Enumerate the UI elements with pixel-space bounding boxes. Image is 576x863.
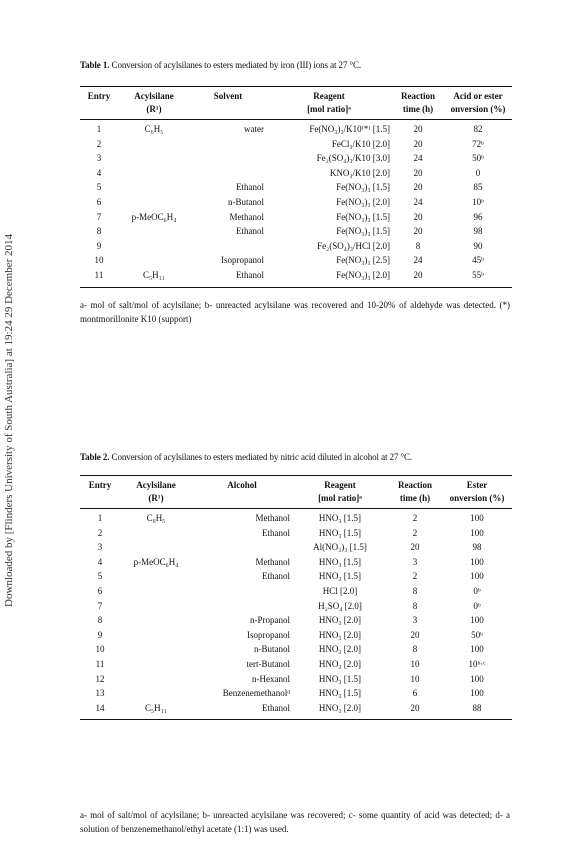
- table-row: [80, 642, 512, 657]
- table-cell: 6: [412, 688, 418, 699]
- table-cell: Methanol: [229, 211, 264, 222]
- table-cell: Al(NO₃)₃ [1.5]: [313, 542, 367, 553]
- table-cell: n-Hexanol: [252, 673, 290, 684]
- table-cell: [118, 195, 190, 210]
- table-row: [80, 613, 512, 628]
- table1-header: onversion (%): [450, 104, 506, 114]
- table-cell: 88: [472, 702, 482, 713]
- table1-header: Solvent: [213, 91, 243, 101]
- table2-header-row-2: [80, 492, 512, 509]
- table-cell: HNO₃ [1.5]: [318, 571, 362, 582]
- table-cell: p-MeOC₆H₄: [133, 556, 179, 567]
- table1-footnote: a- mol of salt/mol of acylsilane; b- unreacted acylsilane was recovered and 10-20% of aldehyde was detected. (*) montmorillonite K10 (support): [80, 300, 510, 324]
- table1-header: Reagent: [313, 91, 345, 101]
- table-cell: 50ᵇ: [472, 153, 484, 164]
- table2-footnote: a- mol of salt/mol of acylsilane; b- unreacted acylsilane was recovered; c- some quantity of acid was detected; d- a solution of benzenemethanol/ethyl acetate (1:1) was used.: [80, 810, 510, 834]
- table-cell: 9: [97, 629, 103, 640]
- table-cell: 8: [412, 644, 418, 655]
- table2-header: Entry: [88, 480, 112, 490]
- table-cell: 96: [473, 211, 483, 222]
- table-cell: 4: [97, 556, 103, 567]
- table-cell: [190, 166, 266, 181]
- table-cell: HNO₃ [2.0]: [318, 629, 362, 640]
- table-cell: 11: [95, 658, 105, 669]
- table2: [80, 475, 512, 720]
- table-cell: 50ᵇ: [471, 629, 483, 640]
- table-cell: tert-Butanol: [246, 658, 290, 669]
- table-cell: [120, 686, 192, 701]
- table-cell: 1: [96, 124, 102, 134]
- table2-header: Acylsilane: [136, 480, 176, 490]
- table-row: [80, 180, 512, 195]
- table-row: [80, 599, 512, 614]
- table-cell: C₅H₁₁: [143, 269, 165, 280]
- table-cell: 3: [412, 556, 418, 567]
- table-cell: 7: [97, 600, 103, 611]
- table-cell: KNO₃/K10 [2.0]: [329, 167, 390, 178]
- table-cell: Ethanol: [262, 527, 290, 538]
- table-cell: 100: [470, 688, 484, 699]
- table-cell: Benzenemethanolᵈ: [222, 688, 290, 699]
- table1-header: Reaction: [401, 91, 435, 101]
- table-cell: 0: [475, 167, 481, 178]
- table2-header: [mol ratio]ᵃ: [318, 493, 362, 503]
- table2-header: Reagent: [324, 480, 356, 490]
- table-cell: 20: [413, 226, 423, 237]
- table-row: [80, 701, 512, 720]
- table1-header: Entry: [87, 91, 111, 101]
- table-cell: [192, 584, 292, 599]
- table-cell: [190, 239, 266, 254]
- table2-header: [80, 492, 120, 509]
- table-cell: [120, 540, 192, 555]
- table-cell: 6: [97, 585, 103, 596]
- table-cell: HNO₃ [1.5]: [318, 513, 362, 523]
- table-cell: 7: [96, 211, 102, 222]
- table-cell: [120, 526, 192, 541]
- table-row: [80, 224, 512, 239]
- table-cell: [118, 151, 190, 166]
- table-cell: 1: [97, 513, 103, 523]
- download-watermark: Downloaded by [Flinders University of South Australia] at 19:24 29 December 2014: [3, 233, 15, 607]
- table-cell: 2: [412, 571, 418, 582]
- table-cell: 2: [97, 527, 103, 538]
- table-cell: 85: [473, 182, 483, 193]
- table1-header-row-1: [80, 87, 512, 104]
- table-cell: 24: [413, 255, 423, 266]
- table-cell: Fe(NO₃)₃/K10⁽*⁾ [1.5]: [309, 124, 390, 134]
- table-cell: 82: [473, 124, 483, 134]
- table-cell: [120, 642, 192, 657]
- table2-header: Ester: [466, 480, 488, 490]
- table-cell: 0ᵇ: [473, 585, 481, 596]
- table-cell: 13: [95, 688, 105, 699]
- table-cell: Ethanol: [262, 702, 290, 713]
- table-row: [80, 555, 512, 570]
- table-cell: Fe₂(SO₄)₃/HCl [2.0]: [317, 240, 390, 251]
- table-row: [80, 166, 512, 181]
- table-cell: [192, 599, 292, 614]
- table-cell: 5: [96, 182, 102, 193]
- table1-header: Acylsilane: [134, 91, 174, 101]
- table-cell: [120, 628, 192, 643]
- table-cell: 9: [96, 240, 102, 251]
- table1-header: time (h): [402, 104, 434, 114]
- table-cell: 20: [410, 542, 420, 553]
- table-row: [80, 686, 512, 701]
- table-cell: Ethanol: [236, 226, 264, 237]
- table-cell: Fe(NO₃)₃ [2.5]: [336, 255, 390, 266]
- table1-header: [190, 103, 266, 120]
- table-cell: 24: [413, 196, 423, 207]
- table-row: [80, 657, 512, 672]
- table-cell: 8: [412, 600, 418, 611]
- table-cell: Fe(NO₃)₃ [1.5]: [336, 182, 390, 193]
- table1-body: [80, 120, 512, 288]
- table-cell: [120, 672, 192, 687]
- table-cell: 100: [470, 556, 484, 567]
- table-cell: 24: [413, 153, 423, 164]
- table-cell: 6: [96, 196, 102, 207]
- table-cell: [120, 613, 192, 628]
- table-cell: 100: [470, 673, 484, 684]
- table2-body: [80, 509, 512, 720]
- table-cell: 100: [470, 644, 484, 655]
- table-cell: [192, 540, 292, 555]
- table2-header: [192, 492, 292, 509]
- table-row: [80, 569, 512, 584]
- table-cell: 8: [97, 615, 103, 626]
- table-cell: 98: [473, 226, 483, 237]
- table-cell: 100: [470, 513, 484, 523]
- table-row: [80, 540, 512, 555]
- table-cell: Methanol: [255, 513, 290, 523]
- table-cell: 100: [470, 527, 484, 538]
- table-cell: n-Butanol: [254, 644, 290, 655]
- table-row: [80, 628, 512, 643]
- table2-header: Alcohol: [227, 480, 257, 490]
- table1: [80, 86, 512, 288]
- table1-caption: [80, 60, 361, 70]
- table-cell: C₅H₁₁: [145, 702, 167, 713]
- table-cell: [118, 137, 190, 152]
- table-cell: H₂SO₄ [2.0]: [318, 600, 362, 611]
- table2-header: onversion (%): [449, 493, 505, 503]
- table1-header: Acid or ester: [453, 91, 503, 101]
- table-cell: 14: [95, 702, 105, 713]
- table-cell: [120, 599, 192, 614]
- table-cell: n-Propanol: [250, 615, 290, 626]
- table2-header: (R¹): [148, 493, 164, 503]
- table-cell: 20: [413, 211, 423, 222]
- table-cell: 10: [95, 644, 105, 655]
- table-cell: p-MeOC₆H₄: [131, 211, 177, 222]
- table-cell: 2: [412, 513, 418, 523]
- table-cell: 90: [473, 240, 483, 251]
- table-row: [80, 584, 512, 599]
- table-cell: HNO₃ [2.0]: [318, 615, 362, 626]
- table-cell: HNO₃ [1.5]: [318, 556, 362, 567]
- table-row: [80, 509, 512, 526]
- table-cell: [120, 584, 192, 599]
- table-cell: 10: [410, 658, 420, 669]
- table-cell: 10ᵇ: [472, 196, 484, 207]
- table-cell: n-Butanol: [228, 196, 264, 207]
- table-cell: 4: [96, 167, 102, 178]
- table-cell: Fe(NO₃)₃ [2.0]: [336, 196, 390, 207]
- table-cell: 3: [97, 542, 103, 553]
- table-row: [80, 253, 512, 268]
- table-cell: [118, 239, 190, 254]
- table2-header: Reaction: [398, 480, 432, 490]
- table1-header: (R¹): [146, 104, 162, 114]
- table-cell: 10: [94, 255, 104, 266]
- table2-caption-label: Table 2.: [80, 452, 110, 462]
- table-cell: 0ᵇ: [473, 600, 481, 611]
- table-cell: 100: [470, 615, 484, 626]
- table-cell: 98: [472, 542, 482, 553]
- table-row: [80, 195, 512, 210]
- table1-header: [80, 103, 118, 120]
- table-cell: [120, 569, 192, 584]
- table1-caption-text: Conversion of acylsilanes to esters mediated by iron (III) ions at 27 °C.: [109, 60, 362, 70]
- table-cell: [190, 137, 266, 152]
- table-cell: 2: [412, 527, 418, 538]
- table-cell: Isopropanol: [247, 629, 290, 640]
- table-cell: 10ᵇ·ᶜ: [468, 658, 486, 669]
- table-cell: Methanol: [255, 556, 290, 567]
- table-cell: Fe(NO₃)₃ [2.0]: [336, 269, 390, 280]
- table-cell: 3: [412, 615, 418, 626]
- table-cell: Ethanol: [236, 269, 264, 280]
- table-cell: 8: [412, 585, 418, 596]
- table-cell: 12: [95, 673, 105, 684]
- table-row: [80, 239, 512, 254]
- table-cell: [118, 166, 190, 181]
- table-cell: 20: [410, 702, 420, 713]
- table-cell: 8: [96, 226, 102, 237]
- table1-header-row-2: [80, 103, 512, 120]
- table-cell: 10: [410, 673, 420, 684]
- table-cell: 5: [97, 571, 103, 582]
- table-cell: HNO₃ [2.0]: [318, 644, 362, 655]
- table-row: [80, 526, 512, 541]
- table-cell: [120, 657, 192, 672]
- table-cell: Isopropanol: [221, 255, 264, 266]
- table-cell: 11: [94, 269, 104, 280]
- table-cell: 100: [470, 571, 484, 582]
- table1-header: [mol ratio]ᵃ: [307, 104, 351, 114]
- table2-caption: [80, 452, 412, 462]
- table-cell: C₆H₅: [144, 124, 164, 134]
- table-cell: [190, 151, 266, 166]
- table-cell: 8: [415, 240, 421, 251]
- table-cell: C₆H₅: [146, 513, 166, 523]
- table-cell: 20: [410, 629, 420, 640]
- table-cell: 20: [413, 124, 423, 134]
- table-row: [80, 151, 512, 166]
- table-cell: HNO₃ [2.0]: [318, 658, 362, 669]
- table-cell: 55ᵇ: [472, 269, 484, 280]
- table-row: [80, 268, 512, 287]
- table1-caption-label: Table 1.: [80, 60, 110, 70]
- table-cell: 20: [413, 182, 423, 193]
- table-row: [80, 120, 512, 137]
- table-cell: 2: [96, 138, 102, 149]
- table-cell: HNO₃ [1.5]: [318, 688, 362, 699]
- table-cell: HNO₃ [1.5]: [318, 527, 362, 538]
- table-cell: 72ᵇ: [472, 138, 484, 149]
- table-cell: Ethanol: [236, 182, 264, 193]
- table-cell: water: [244, 124, 264, 134]
- table-cell: 3: [96, 153, 102, 164]
- table-cell: [118, 253, 190, 268]
- table-cell: 20: [413, 167, 423, 178]
- table-cell: FeCl₃/K10 [2.0]: [331, 138, 390, 149]
- table-cell: HCl [2.0]: [322, 585, 358, 596]
- table2-header: time (h): [399, 493, 431, 503]
- table-cell: HNO₃ [1.5]: [318, 673, 362, 684]
- table-cell: Fe(NO₃)₃ [1.5]: [336, 226, 390, 237]
- table-cell: 20: [413, 269, 423, 280]
- table-cell: [118, 180, 190, 195]
- table-row: [80, 210, 512, 225]
- table-cell: Fe₂(SO₄)₃/K10 [3.0]: [316, 153, 390, 164]
- table-cell: 45ᵇ: [472, 255, 484, 266]
- table-cell: HNO₃ [2.0]: [318, 702, 362, 713]
- table-cell: [118, 224, 190, 239]
- table-cell: Ethanol: [262, 571, 290, 582]
- table-row: [80, 137, 512, 152]
- table2-caption-text: Conversion of acylsilanes to esters mediated by nitric acid diluted in alcohol at 27 °C.: [109, 452, 413, 462]
- table2-header-row-1: [80, 476, 512, 493]
- table-cell: Fe(NO₃)₃ [1.5]: [336, 211, 390, 222]
- table-row: [80, 672, 512, 687]
- table-cell: 20: [413, 138, 423, 149]
